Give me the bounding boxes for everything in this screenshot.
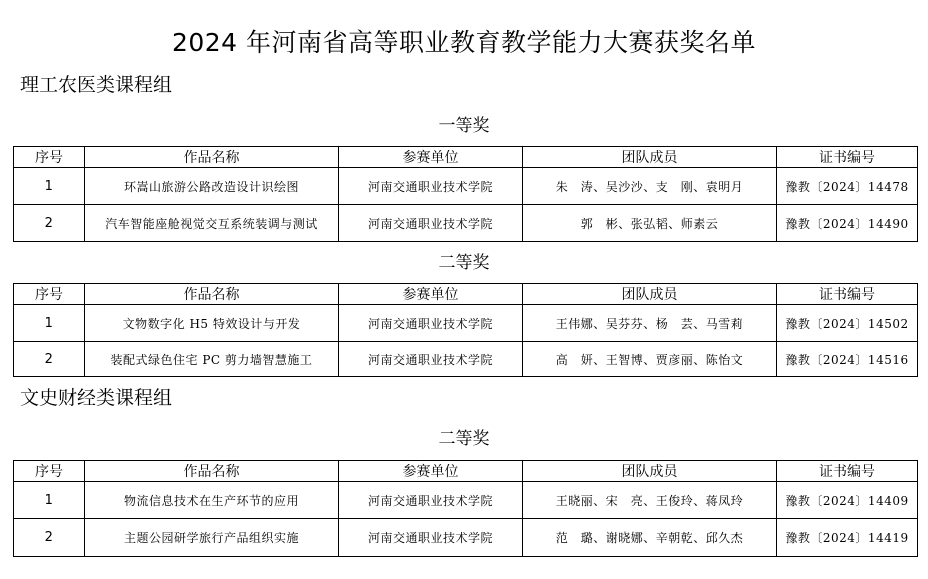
cell-work: 主题公园研学旅行产品组织实施	[85, 519, 339, 557]
table-row	[14, 342, 918, 377]
table-row	[14, 168, 918, 205]
cell-unit: 河南交通职业技术学院	[339, 519, 523, 557]
col-header-members: 团队成员	[523, 284, 777, 305]
cell-members: 郭 彬、张弘韬、师素云	[523, 205, 777, 242]
cell-unit: 河南交通职业技术学院	[339, 482, 523, 519]
col-header-cert: 证书编号	[777, 284, 918, 305]
cell-members: 朱 涛、吴沙沙、支 刚、袁明月	[523, 168, 777, 205]
cell-cert: 豫教〔2024〕14490	[777, 205, 918, 242]
award-level: 二等奖	[438, 253, 490, 273]
cell-members: 王晓丽、宋 亮、王俊玲、蒋凤玲	[523, 482, 777, 519]
cell-cert: 豫教〔2024〕14516	[777, 342, 918, 377]
col-header-unit: 参赛单位	[339, 147, 523, 168]
cell-unit: 河南交通职业技术学院	[339, 168, 523, 205]
cell-members: 范 璐、谢晓娜、辛朝乾、邱久杰	[523, 519, 777, 557]
col-header-work: 作品名称	[85, 147, 339, 168]
award-table	[13, 460, 918, 557]
cell-unit: 河南交通职业技术学院	[339, 342, 523, 377]
table-row	[14, 305, 918, 342]
col-header-unit: 参赛单位	[339, 284, 523, 305]
award-table	[13, 146, 918, 242]
cell-cert: 豫教〔2024〕14502	[777, 305, 918, 342]
col-header-members: 团队成员	[523, 147, 777, 168]
cell-seq: 2	[14, 342, 85, 377]
table-row	[14, 519, 918, 557]
group-title: 理工农医类课程组	[20, 74, 173, 96]
group-title: 文史财经类课程组	[20, 387, 173, 409]
award-level: 二等奖	[438, 429, 490, 449]
cell-seq: 1	[14, 305, 85, 342]
cell-work: 汽车智能座舱视觉交互系统装调与测试	[85, 205, 339, 242]
cell-unit: 河南交通职业技术学院	[339, 305, 523, 342]
award-level: 一等奖	[438, 116, 490, 136]
col-header-cert: 证书编号	[777, 147, 918, 168]
col-header-seq: 序号	[14, 461, 85, 482]
cell-cert: 豫教〔2024〕14409	[777, 482, 918, 519]
cell-seq: 1	[14, 168, 85, 205]
table-header-row	[14, 461, 918, 482]
table-row	[14, 482, 918, 519]
cell-cert: 豫教〔2024〕14419	[777, 519, 918, 557]
cell-unit: 河南交通职业技术学院	[339, 205, 523, 242]
cell-work: 装配式绿色住宅 PC 剪力墙智慧施工	[85, 342, 339, 377]
col-header-cert: 证书编号	[777, 461, 918, 482]
col-header-unit: 参赛单位	[339, 461, 523, 482]
cell-cert: 豫教〔2024〕14478	[777, 168, 918, 205]
table-header-row	[14, 284, 918, 305]
cell-work: 环嵩山旅游公路改造设计识绘图	[85, 168, 339, 205]
cell-work: 物流信息技术在生产环节的应用	[85, 482, 339, 519]
cell-work: 文物数字化 H5 特效设计与开发	[85, 305, 339, 342]
cell-members: 高 妍、王智博、贾彦丽、陈怡文	[523, 342, 777, 377]
table-header-row	[14, 147, 918, 168]
col-header-members: 团队成员	[523, 461, 777, 482]
cell-seq: 2	[14, 205, 85, 242]
col-header-work: 作品名称	[85, 284, 339, 305]
cell-seq: 1	[14, 482, 85, 519]
col-header-seq: 序号	[14, 147, 85, 168]
cell-seq: 2	[14, 519, 85, 557]
award-table	[13, 283, 918, 377]
cell-members: 王伟娜、吴芬芬、杨 芸、马雪莉	[523, 305, 777, 342]
col-header-seq: 序号	[14, 284, 85, 305]
table-row	[14, 205, 918, 242]
page-title: 2024 年河南省高等职业教育教学能力大赛获奖名单	[171, 28, 757, 57]
col-header-work: 作品名称	[85, 461, 339, 482]
